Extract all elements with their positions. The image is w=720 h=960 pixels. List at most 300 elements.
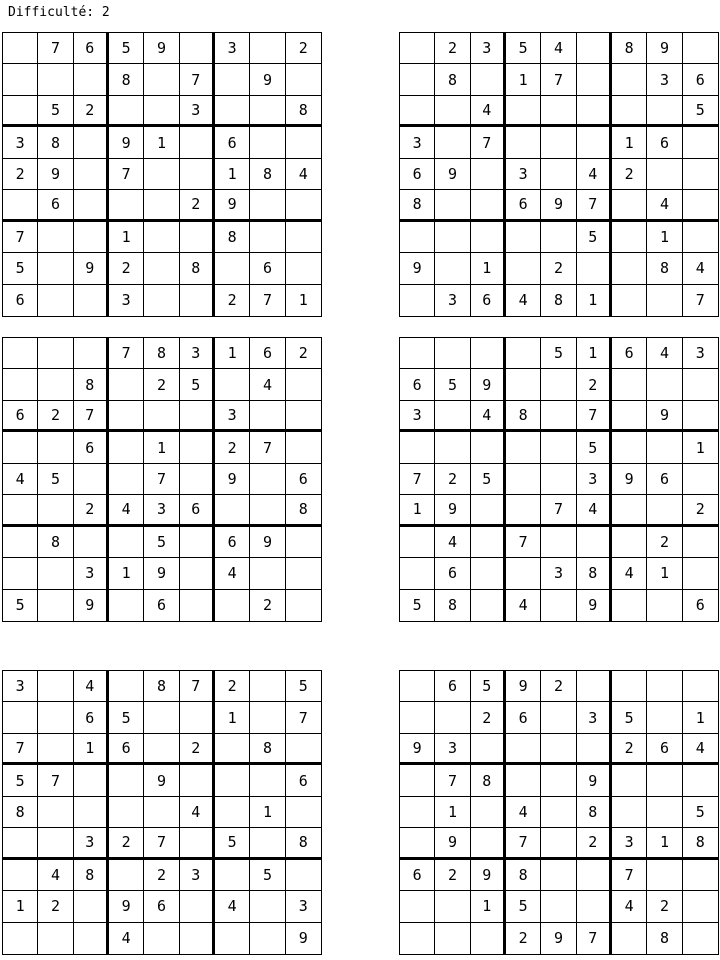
sudoku-cell[interactable]: 5	[683, 797, 718, 828]
sudoku-cell[interactable]	[647, 285, 682, 316]
sudoku-cell[interactable]: 7	[541, 64, 576, 95]
sudoku-cell[interactable]	[683, 765, 718, 796]
sudoku-cell[interactable]	[541, 222, 576, 253]
sudoku-cell[interactable]	[612, 96, 647, 127]
sudoku-cell[interactable]: 6	[695, 596, 705, 615]
sudoku-cell[interactable]	[683, 401, 718, 432]
sudoku-cell[interactable]: 9	[215, 464, 250, 495]
sudoku-cell[interactable]: 8	[577, 797, 612, 828]
sudoku-cell[interactable]: 8	[612, 33, 647, 64]
sudoku-cell[interactable]: 2	[435, 464, 470, 495]
sudoku-cell[interactable]: 3	[471, 33, 506, 64]
sudoku-cell[interactable]: 5	[215, 828, 250, 859]
sudoku-cell[interactable]	[144, 923, 179, 954]
sudoku-cell[interactable]: 2	[74, 96, 109, 127]
sudoku-cell[interactable]	[215, 765, 250, 796]
sudoku-cell[interactable]: 8	[250, 734, 285, 765]
sudoku-cell[interactable]	[647, 159, 682, 190]
sudoku-cell[interactable]: 5	[471, 671, 506, 702]
sudoku-cell[interactable]	[38, 222, 73, 253]
sudoku-cell[interactable]: 4	[471, 96, 506, 127]
sudoku-cell[interactable]: 9	[435, 828, 470, 859]
sudoku-cell[interactable]	[612, 190, 647, 221]
sudoku-cell[interactable]: 8	[109, 64, 144, 95]
sudoku-cell[interactable]	[250, 671, 285, 702]
sudoku-cell[interactable]	[577, 127, 612, 158]
sudoku-cell[interactable]	[612, 590, 647, 621]
sudoku-cell[interactable]: 6	[647, 127, 682, 158]
sudoku-cell[interactable]	[541, 159, 576, 190]
sudoku-cell[interactable]	[647, 797, 682, 828]
sudoku-cell[interactable]: 3	[3, 127, 38, 158]
sudoku-cell[interactable]	[144, 190, 179, 221]
sudoku-cell[interactable]: 6	[400, 860, 435, 891]
sudoku-cell[interactable]	[400, 96, 435, 127]
sudoku-cell[interactable]: 7	[400, 464, 435, 495]
sudoku-cell[interactable]: 3	[506, 159, 541, 190]
sudoku-cell[interactable]	[471, 222, 506, 253]
sudoku-cell[interactable]	[400, 285, 435, 316]
sudoku-cell[interactable]	[471, 432, 506, 463]
sudoku-cell[interactable]	[286, 401, 321, 432]
sudoku-cell[interactable]: 5	[3, 590, 38, 621]
sudoku-cell[interactable]: 2	[286, 338, 321, 369]
sudoku-cell[interactable]: 9	[38, 159, 73, 190]
sudoku-cell[interactable]: 7	[577, 190, 612, 221]
sudoku-cell[interactable]: 3	[144, 495, 179, 526]
sudoku-cell[interactable]: 7	[612, 860, 647, 891]
sudoku-cell[interactable]	[38, 253, 73, 284]
sudoku-cell[interactable]	[38, 702, 73, 733]
sudoku-cell[interactable]: 2	[435, 860, 470, 891]
sudoku-cell[interactable]: 6	[144, 590, 179, 621]
sudoku-cell[interactable]	[250, 464, 285, 495]
sudoku-cell[interactable]: 7	[250, 285, 285, 316]
sudoku-cell[interactable]: 1	[250, 797, 285, 828]
sudoku-cell[interactable]: 7	[506, 828, 541, 859]
sudoku-cell[interactable]: 9	[400, 734, 435, 765]
sudoku-cell[interactable]: 6	[3, 285, 38, 316]
sudoku-cell[interactable]	[38, 734, 73, 765]
sudoku-cell[interactable]	[577, 64, 612, 95]
sudoku-cell[interactable]	[471, 923, 506, 954]
sudoku-cell[interactable]: 3	[3, 671, 38, 702]
sudoku-cell[interactable]	[215, 495, 250, 526]
sudoku-cell[interactable]: 4	[286, 159, 321, 190]
sudoku-cell[interactable]: 1	[647, 222, 682, 253]
sudoku-cell[interactable]	[400, 432, 435, 463]
sudoku-cell[interactable]: 8	[74, 860, 109, 891]
sudoku-cell[interactable]	[250, 765, 285, 796]
sudoku-cell[interactable]	[215, 923, 250, 954]
sudoku-cell[interactable]: 9	[400, 253, 435, 284]
sudoku-cell[interactable]	[74, 127, 109, 158]
sudoku-cell[interactable]: 2	[215, 285, 250, 316]
sudoku-cell[interactable]: 5	[435, 369, 470, 400]
sudoku-cell[interactable]: 6	[250, 253, 285, 284]
sudoku-cell[interactable]	[435, 127, 470, 158]
sudoku-cell[interactable]	[144, 702, 179, 733]
sudoku-cell[interactable]	[612, 527, 647, 558]
sudoku-cell[interactable]	[683, 671, 718, 702]
sudoku-cell[interactable]	[471, 558, 506, 589]
sudoku-cell[interactable]	[250, 891, 285, 922]
sudoku-cell[interactable]	[109, 401, 144, 432]
sudoku-cell[interactable]	[286, 369, 321, 400]
sudoku-cell[interactable]: 3	[683, 338, 718, 369]
sudoku-cell[interactable]	[38, 828, 73, 859]
sudoku-cell[interactable]	[109, 765, 144, 796]
sudoku-cell[interactable]	[541, 464, 576, 495]
sudoku-cell[interactable]	[506, 558, 541, 589]
sudoku-cell[interactable]: 7	[144, 828, 179, 859]
sudoku-cell[interactable]: 5	[286, 671, 321, 702]
sudoku-cell[interactable]: 1	[647, 558, 682, 589]
sudoku-cell[interactable]	[400, 338, 435, 369]
sudoku-cell[interactable]	[250, 33, 285, 64]
sudoku-cell[interactable]: 5	[506, 891, 541, 922]
sudoku-cell[interactable]: 1	[109, 222, 144, 253]
sudoku-cell[interactable]: 3	[74, 828, 109, 859]
sudoku-cell[interactable]: 7	[286, 702, 321, 733]
sudoku-cell[interactable]	[286, 222, 321, 253]
sudoku-cell[interactable]: 2	[647, 891, 682, 922]
sudoku-cell[interactable]	[109, 860, 144, 891]
sudoku-cell[interactable]: 5	[144, 527, 179, 558]
sudoku-cell[interactable]	[541, 369, 576, 400]
sudoku-cell[interactable]	[144, 285, 179, 316]
sudoku-cell[interactable]: 9	[647, 401, 682, 432]
sudoku-cell[interactable]	[180, 765, 215, 796]
sudoku-cell[interactable]	[144, 64, 179, 95]
sudoku-cell[interactable]: 7	[577, 401, 612, 432]
sudoku-cell[interactable]: 5	[612, 702, 647, 733]
sudoku-cell[interactable]	[38, 590, 73, 621]
sudoku-cell[interactable]	[506, 338, 541, 369]
sudoku-cell[interactable]	[144, 222, 179, 253]
sudoku-cell[interactable]: 7	[506, 527, 541, 558]
sudoku-cell[interactable]: 2	[577, 369, 612, 400]
sudoku-cell[interactable]	[180, 159, 215, 190]
sudoku-cell[interactable]: 2	[286, 33, 321, 64]
sudoku-cell[interactable]	[471, 734, 506, 765]
sudoku-cell[interactable]	[215, 96, 250, 127]
sudoku-cell[interactable]: 4	[471, 401, 506, 432]
sudoku-cell[interactable]: 9	[647, 33, 682, 64]
sudoku-cell[interactable]	[612, 369, 647, 400]
sudoku-cell[interactable]: 9	[471, 369, 506, 400]
sudoku-cell[interactable]: 5	[471, 464, 506, 495]
sudoku-cell[interactable]: 8	[3, 797, 38, 828]
sudoku-cell[interactable]: 6	[683, 64, 718, 95]
sudoku-cell[interactable]: 2	[250, 590, 285, 621]
sudoku-cell[interactable]: 9	[298, 929, 308, 948]
sudoku-cell[interactable]: 8	[435, 590, 470, 621]
sudoku-cell[interactable]	[286, 797, 321, 828]
sudoku-cell[interactable]: 6	[38, 190, 73, 221]
sudoku-cell[interactable]: 5	[38, 96, 73, 127]
sudoku-cell[interactable]: 4	[506, 590, 541, 621]
sudoku-cell[interactable]	[250, 828, 285, 859]
sudoku-cell[interactable]	[215, 860, 250, 891]
sudoku-cell[interactable]: 9	[435, 159, 470, 190]
sudoku-cell[interactable]	[400, 558, 435, 589]
sudoku-cell[interactable]: 6	[506, 702, 541, 733]
sudoku-cell[interactable]	[612, 253, 647, 284]
sudoku-cell[interactable]	[683, 464, 718, 495]
sudoku-cell[interactable]: 7	[180, 64, 215, 95]
sudoku-cell[interactable]	[541, 432, 576, 463]
sudoku-cell[interactable]	[250, 222, 285, 253]
sudoku-cell[interactable]: 5	[250, 860, 285, 891]
sudoku-cell[interactable]	[215, 734, 250, 765]
sudoku-cell[interactable]: 8	[471, 765, 506, 796]
sudoku-cell[interactable]	[74, 797, 109, 828]
sudoku-cell[interactable]	[180, 464, 215, 495]
sudoku-cell[interactable]	[250, 127, 285, 158]
sudoku-cell[interactable]	[577, 860, 612, 891]
sudoku-cell[interactable]	[577, 891, 612, 922]
sudoku-cell[interactable]	[215, 797, 250, 828]
sudoku-cell[interactable]: 7	[250, 432, 285, 463]
sudoku-cell[interactable]	[38, 923, 73, 954]
sudoku-cell[interactable]	[400, 527, 435, 558]
sudoku-cell[interactable]	[400, 222, 435, 253]
sudoku-cell[interactable]	[109, 797, 144, 828]
sudoku-cell[interactable]	[683, 190, 718, 221]
sudoku-cell[interactable]: 3	[541, 558, 576, 589]
sudoku-cell[interactable]	[683, 33, 718, 64]
sudoku-cell[interactable]: 1	[471, 891, 506, 922]
sudoku-cell[interactable]	[683, 923, 718, 954]
sudoku-cell[interactable]: 1	[144, 127, 179, 158]
sudoku-cell[interactable]	[74, 285, 109, 316]
sudoku-cell[interactable]	[250, 190, 285, 221]
sudoku-cell[interactable]: 4	[577, 495, 612, 526]
sudoku-cell[interactable]	[286, 64, 321, 95]
sudoku-cell[interactable]	[471, 797, 506, 828]
sudoku-cell[interactable]	[3, 190, 38, 221]
sudoku-cell[interactable]	[250, 558, 285, 589]
sudoku-cell[interactable]	[3, 828, 38, 859]
sudoku-cell[interactable]	[215, 253, 250, 284]
sudoku-cell[interactable]: 6	[435, 671, 470, 702]
sudoku-cell[interactable]	[400, 923, 435, 954]
sudoku-cell[interactable]	[3, 860, 38, 891]
sudoku-cell[interactable]	[180, 285, 215, 316]
sudoku-cell[interactable]: 6	[74, 33, 109, 64]
sudoku-cell[interactable]: 1	[577, 285, 612, 316]
sudoku-cell[interactable]: 3	[215, 401, 250, 432]
sudoku-cell[interactable]	[577, 96, 612, 127]
sudoku-cell[interactable]	[250, 923, 285, 954]
sudoku-cell[interactable]: 4	[109, 495, 144, 526]
sudoku-cell[interactable]	[541, 734, 576, 765]
sudoku-cell[interactable]	[647, 765, 682, 796]
sudoku-cell[interactable]	[647, 671, 682, 702]
sudoku-cell[interactable]	[506, 432, 541, 463]
sudoku-cell[interactable]	[471, 190, 506, 221]
sudoku-cell[interactable]	[683, 558, 718, 589]
sudoku-cell[interactable]: 7	[38, 765, 73, 796]
sudoku-cell[interactable]: 3	[435, 734, 470, 765]
sudoku-cell[interactable]: 3	[647, 64, 682, 95]
sudoku-cell[interactable]	[3, 33, 38, 64]
sudoku-cell[interactable]: 8	[683, 828, 718, 859]
sudoku-cell[interactable]	[286, 432, 321, 463]
sudoku-cell[interactable]: 2	[144, 860, 179, 891]
sudoku-cell[interactable]: 3	[435, 285, 470, 316]
sudoku-cell[interactable]: 6	[74, 702, 109, 733]
sudoku-cell[interactable]: 2	[74, 495, 109, 526]
sudoku-cell[interactable]	[3, 495, 38, 526]
sudoku-cell[interactable]: 8	[647, 923, 682, 954]
sudoku-cell[interactable]	[541, 702, 576, 733]
sudoku-cell[interactable]	[506, 464, 541, 495]
sudoku-cell[interactable]: 9	[612, 464, 647, 495]
sudoku-cell[interactable]	[38, 369, 73, 400]
sudoku-cell[interactable]: 6	[144, 891, 179, 922]
sudoku-cell[interactable]: 2	[435, 33, 470, 64]
sudoku-cell[interactable]: 6	[3, 401, 38, 432]
sudoku-cell[interactable]	[74, 464, 109, 495]
sudoku-cell[interactable]: 8	[506, 860, 541, 891]
sudoku-cell[interactable]: 8	[435, 64, 470, 95]
sudoku-cell[interactable]: 3	[74, 558, 109, 589]
sudoku-cell[interactable]	[577, 33, 612, 64]
sudoku-cell[interactable]	[3, 338, 38, 369]
sudoku-cell[interactable]: 2	[612, 159, 647, 190]
sudoku-cell[interactable]	[577, 671, 612, 702]
sudoku-cell[interactable]	[400, 64, 435, 95]
sudoku-cell[interactable]: 8	[38, 527, 73, 558]
sudoku-cell[interactable]	[471, 527, 506, 558]
sudoku-cell[interactable]: 7	[471, 127, 506, 158]
sudoku-cell[interactable]	[74, 190, 109, 221]
sudoku-cell[interactable]: 6	[215, 127, 250, 158]
sudoku-cell[interactable]	[541, 891, 576, 922]
sudoku-cell[interactable]	[506, 127, 541, 158]
sudoku-cell[interactable]	[612, 432, 647, 463]
sudoku-cell[interactable]	[683, 159, 718, 190]
sudoku-cell[interactable]: 9	[541, 923, 576, 954]
sudoku-cell[interactable]	[683, 222, 718, 253]
sudoku-cell[interactable]: 9	[506, 671, 541, 702]
sudoku-cell[interactable]	[435, 432, 470, 463]
sudoku-cell[interactable]	[577, 253, 612, 284]
sudoku-cell[interactable]	[144, 96, 179, 127]
sudoku-cell[interactable]: 1	[74, 734, 109, 765]
sudoku-cell[interactable]: 8	[144, 671, 179, 702]
sudoku-cell[interactable]: 7	[180, 671, 215, 702]
sudoku-cell[interactable]: 7	[3, 734, 38, 765]
sudoku-cell[interactable]	[400, 891, 435, 922]
sudoku-cell[interactable]: 3	[577, 702, 612, 733]
sudoku-cell[interactable]	[109, 671, 144, 702]
sudoku-cell[interactable]	[215, 64, 250, 95]
sudoku-cell[interactable]	[3, 527, 38, 558]
sudoku-cell[interactable]: 4	[109, 923, 144, 954]
sudoku-cell[interactable]	[144, 159, 179, 190]
sudoku-cell[interactable]	[647, 860, 682, 891]
sudoku-cell[interactable]: 2	[144, 369, 179, 400]
sudoku-cell[interactable]	[541, 96, 576, 127]
sudoku-cell[interactable]: 2	[683, 495, 718, 526]
sudoku-cell[interactable]	[74, 891, 109, 922]
sudoku-cell[interactable]: 5	[400, 590, 435, 621]
sudoku-cell[interactable]: 9	[250, 64, 285, 95]
sudoku-cell[interactable]: 2	[506, 923, 541, 954]
sudoku-cell[interactable]	[250, 401, 285, 432]
sudoku-cell[interactable]	[180, 923, 215, 954]
sudoku-cell[interactable]: 5	[577, 432, 612, 463]
sudoku-cell[interactable]	[506, 253, 541, 284]
sudoku-cell[interactable]	[74, 527, 109, 558]
sudoku-cell[interactable]: 2	[38, 401, 73, 432]
sudoku-cell[interactable]	[612, 765, 647, 796]
sudoku-cell[interactable]	[286, 190, 321, 221]
sudoku-cell[interactable]	[471, 495, 506, 526]
sudoku-cell[interactable]	[38, 432, 73, 463]
sudoku-cell[interactable]: 4	[38, 860, 73, 891]
sudoku-cell[interactable]: 1	[215, 159, 250, 190]
sudoku-cell[interactable]	[647, 369, 682, 400]
sudoku-cell[interactable]: 8	[506, 401, 541, 432]
sudoku-cell[interactable]: 6	[647, 464, 682, 495]
sudoku-cell[interactable]: 4	[612, 558, 647, 589]
sudoku-cell[interactable]	[612, 222, 647, 253]
sudoku-cell[interactable]: 2	[215, 671, 250, 702]
sudoku-cell[interactable]: 2	[3, 159, 38, 190]
sudoku-cell[interactable]: 9	[74, 253, 109, 284]
sudoku-cell[interactable]	[180, 891, 215, 922]
sudoku-cell[interactable]	[506, 495, 541, 526]
sudoku-cell[interactable]: 9	[471, 860, 506, 891]
sudoku-cell[interactable]: 9	[74, 590, 109, 621]
sudoku-cell[interactable]	[541, 401, 576, 432]
sudoku-cell[interactable]: 4	[612, 891, 647, 922]
sudoku-cell[interactable]	[180, 828, 215, 859]
sudoku-cell[interactable]	[683, 127, 718, 158]
sudoku-cell[interactable]	[74, 765, 109, 796]
sudoku-cell[interactable]: 1	[683, 702, 718, 733]
sudoku-cell[interactable]: 8	[647, 253, 682, 284]
sudoku-cell[interactable]: 8	[577, 558, 612, 589]
sudoku-cell[interactable]: 5	[180, 369, 215, 400]
sudoku-cell[interactable]	[435, 222, 470, 253]
sudoku-cell[interactable]: 8	[400, 190, 435, 221]
sudoku-cell[interactable]: 9	[144, 33, 179, 64]
sudoku-cell[interactable]: 3	[577, 464, 612, 495]
sudoku-cell[interactable]: 1	[3, 891, 38, 922]
sudoku-cell[interactable]	[144, 253, 179, 284]
sudoku-cell[interactable]	[612, 671, 647, 702]
sudoku-cell[interactable]: 5	[541, 338, 576, 369]
sudoku-cell[interactable]: 7	[38, 33, 73, 64]
sudoku-cell[interactable]	[400, 702, 435, 733]
sudoku-cell[interactable]	[683, 891, 718, 922]
sudoku-cell[interactable]: 4	[647, 190, 682, 221]
sudoku-cell[interactable]	[647, 702, 682, 733]
sudoku-cell[interactable]: 6	[506, 190, 541, 221]
sudoku-cell[interactable]: 8	[541, 285, 576, 316]
sudoku-cell[interactable]	[180, 33, 215, 64]
sudoku-cell[interactable]	[541, 127, 576, 158]
sudoku-cell[interactable]	[506, 96, 541, 127]
sudoku-cell[interactable]: 4	[250, 369, 285, 400]
sudoku-cell[interactable]	[471, 159, 506, 190]
sudoku-cell[interactable]	[109, 369, 144, 400]
